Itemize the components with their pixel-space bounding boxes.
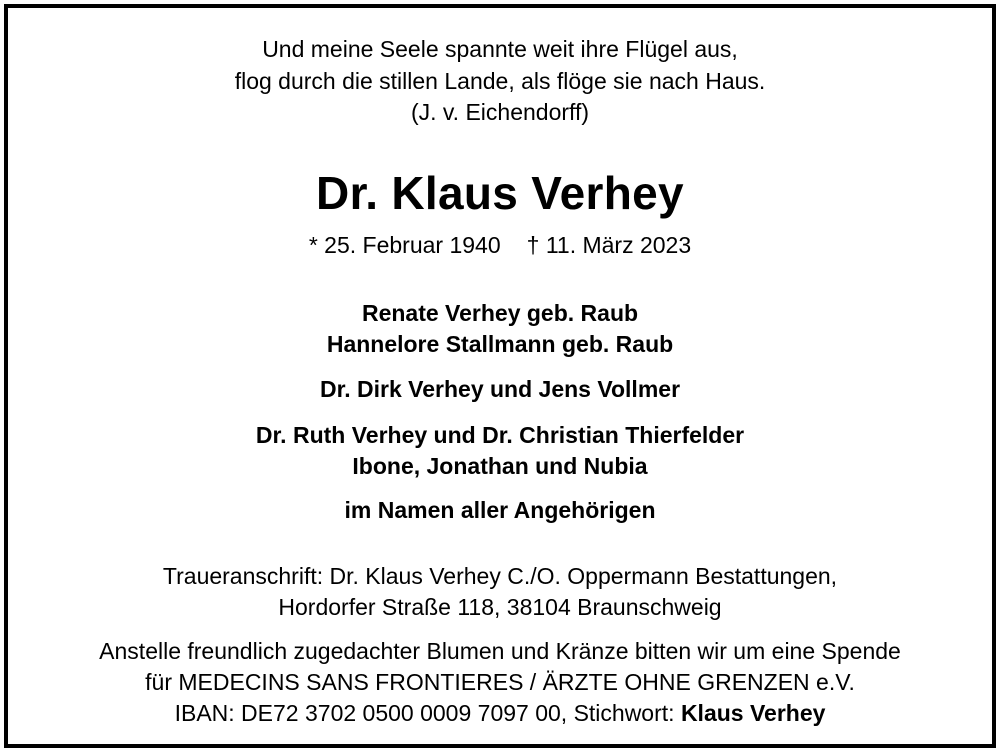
birth-date: * 25. Februar 1940	[308, 232, 501, 258]
donation-iban-line	[8, 702, 992, 725]
iban-text: IBAN: DE72 3702 0500 0009 7097 00, Stichwort:	[174, 700, 681, 726]
donation-line-2: für MEDECINS SANS FRONTIERES / ÄRZTE OHNE GRENZEN e.V.	[145, 669, 855, 695]
life-dates	[8, 234, 992, 257]
mourner-line-4: Dr. Ruth Verhey und Dr. Christian Thierfelder	[255, 422, 745, 448]
quote-author: (J. v. Eichendorff)	[410, 99, 590, 125]
quote-line-1: Und meine Seele spannte weit ihre Flügel aus,	[262, 36, 738, 62]
death-date: † 11. März 2023	[526, 232, 692, 258]
quote-line-2: flog durch die stillen Lande, als flöge sie nach Haus.	[234, 68, 766, 94]
address-line-1: Traueranschrift: Dr. Klaus Verhey C./O. Oppermann Bestattungen,	[162, 563, 838, 589]
donation-keyword: Klaus Verhey	[680, 700, 826, 726]
mourner-line-2: Hannelore Stallmann geb. Raub	[326, 331, 674, 357]
mourner-line-3: Dr. Dirk Verhey und Jens Vollmer	[319, 376, 681, 402]
mourner-line-5: Ibone, Jonathan und Nubia	[352, 453, 648, 479]
obituary-notice	[4, 4, 996, 748]
mourner-line-1: Renate Verhey geb. Raub	[361, 300, 639, 326]
mourner-line-6: im Namen aller Angehörigen	[344, 497, 656, 523]
donation-line-1: Anstelle freundlich zugedachter Blumen und Kränze bitten wir um eine Spende	[99, 638, 901, 664]
deceased-name: Dr. Klaus Verhey	[316, 167, 684, 219]
address-line-2: Hordorfer Straße 118, 38104 Braunschweig	[278, 594, 722, 620]
